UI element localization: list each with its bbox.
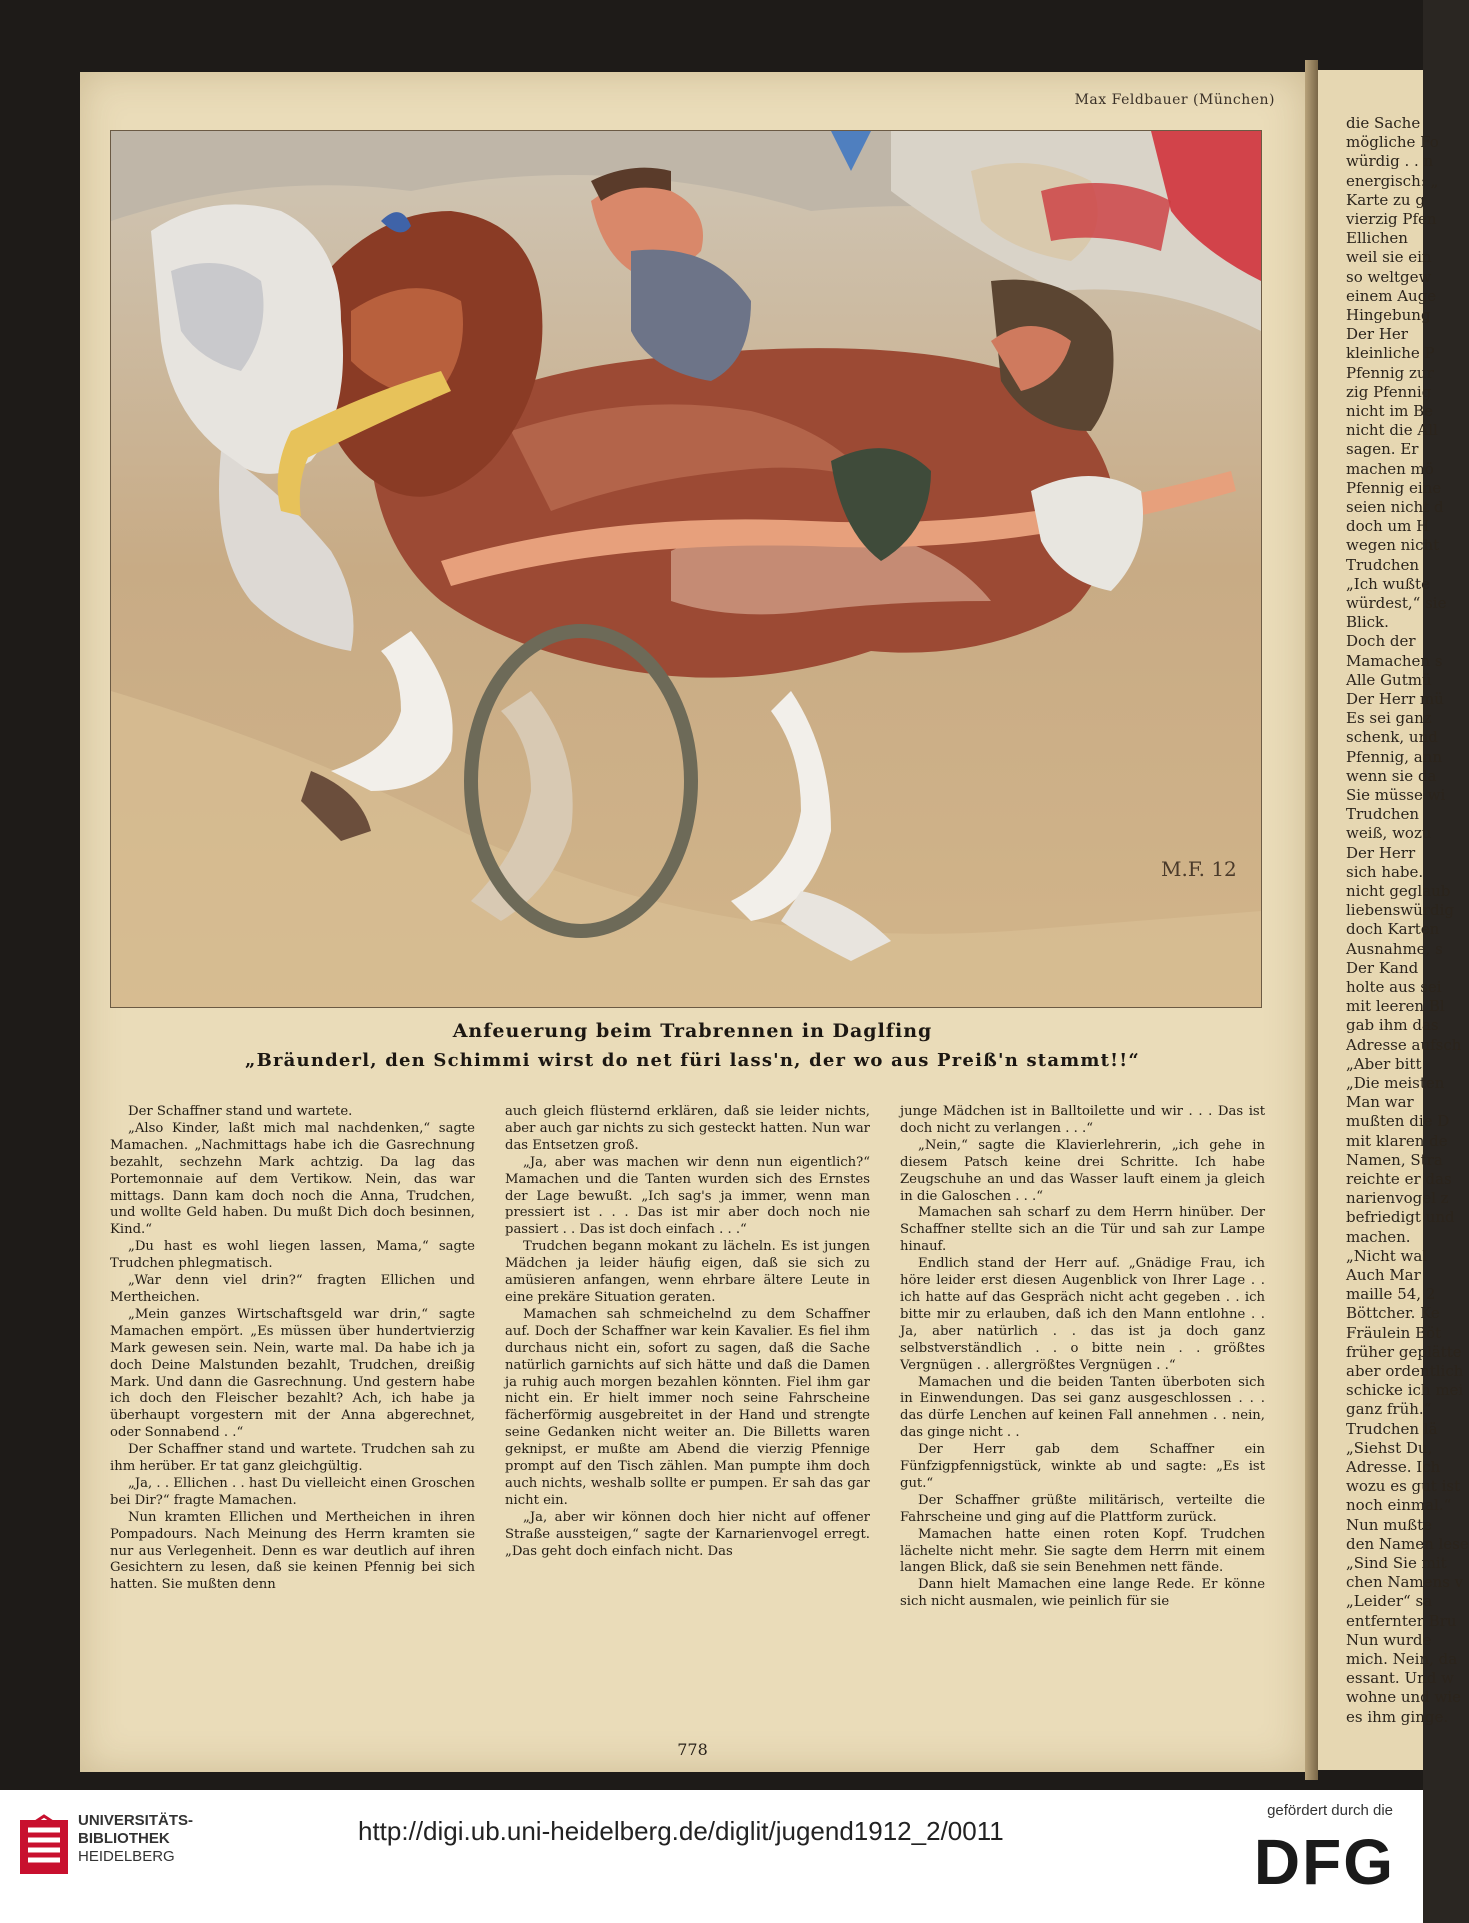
facing-page-line: „Leider“ sa [1346, 1592, 1433, 1611]
facing-page-line: so weltgew [1346, 267, 1432, 286]
facing-page-line: machen mö [1346, 459, 1434, 478]
racing-illustration [110, 130, 1262, 1008]
facing-page-line: Trudchen lä [1346, 1419, 1438, 1438]
university-library-logo-icon[interactable] [18, 1814, 74, 1880]
painting-svg [111, 131, 1261, 1007]
facing-page-line: ganz früh.“ [1346, 1400, 1432, 1419]
paragraph: „Ja, aber was machen wir denn nun eigentlich?“ Mamachen und die Tanten wurden sich des Ernstes der Lage bewußt. „Ich sag's ja immer, wenn man pressiert ist . . . Das ist mir aber doch noch nie passiert . . Das ist doch einfach . . .“ [505, 1154, 870, 1238]
facing-page-line: „Ich wußte [1346, 574, 1430, 593]
facing-page-line: Nun wurde [1346, 1630, 1432, 1649]
page-number: 778 [677, 1740, 708, 1759]
facing-page-line: weil sie ein [1346, 248, 1432, 267]
text-column-2 [505, 1104, 870, 1560]
facing-page-line: sagen. Er [1346, 440, 1419, 459]
painting-signature: M.F. 12 [1161, 857, 1237, 881]
facing-page-line: Der Her [1346, 325, 1408, 344]
text-column-1 [110, 1104, 475, 1594]
paragraph: Trudchen begann mokant zu lächeln. Es ist jungen Mädchen ja leider häufig eigen, daß sie sich zu amüsieren anfangen, wenn ehrbare ältere Leute in eine prekäre Situation geraten. [505, 1239, 870, 1305]
funded-by-label: gefördert durch die [1267, 1802, 1393, 1819]
facing-page-line: wenn sie da [1346, 766, 1437, 785]
facing-page-line: „Siehst Du, [1346, 1438, 1433, 1457]
facing-page-line: schenk, und [1346, 728, 1438, 747]
paragraph: Der Schaffner grüßte militärisch, verteilte die Fahrscheine und ging auf die Plattform zurück. [900, 1492, 1265, 1525]
facing-page-line: wozu es gut ist [1346, 1477, 1461, 1496]
paragraph: auch gleich flüsternd erklären, daß sie leider nichts, aber auch gar nichts zu sich gesteckt hatten. Nun war das Entsetzen groß. [505, 1104, 870, 1153]
facing-page-line: nicht die All [1346, 421, 1438, 440]
facing-page-line: chen Namens v [1346, 1573, 1464, 1592]
facing-page-line: holte aus sei [1346, 978, 1442, 996]
facing-page-line: „Aber bitt [1346, 1054, 1422, 1073]
facing-page-line: Namen, Stra [1346, 1150, 1443, 1169]
facing-page-line: Man war [1346, 1093, 1414, 1112]
facing-page-line: „Sind Sie mit [1346, 1554, 1447, 1572]
paragraph: „Also Kinder, laßt mich mal nachdenken,“ sagte Mamachen. „Nachmittags habe ich die Gasrechnung bezahlt, sechzehn Mark achtzig. Da lag das Portemonnaie auf dem Vertikow. Nein, das war mittags. Dann kam doch noch die Anna, Trudchen, und wollte Geld haben. Du mußt Dich doch besinnen, Kind.“ [110, 1120, 475, 1238]
paragraph: „Du hast es wohl liegen lassen, Mama,“ sagte Trudchen phlegmatisch. [110, 1239, 475, 1272]
paragraph: Der Schaffner stand und wartete. Trudchen sah zu ihm herüber. Er tat ganz gleichgültig. [110, 1442, 475, 1475]
paragraph: Mamachen sah scharf zu dem Herrn hinüber. Der Schaffner stellte sich an die Tür und sah zur Lampe hinauf. [900, 1205, 1265, 1255]
facing-page-line: schicke ich mei [1346, 1381, 1464, 1400]
caption-title: Anfeuerung beim Trabrennen in Daglfing [452, 1020, 933, 1042]
library-name[interactable] [78, 1812, 193, 1866]
viewer-footer [0, 1790, 1423, 1923]
facing-page-line: noch einmal.“ [1346, 1496, 1452, 1515]
facing-page-line: Pfennig, ann [1346, 747, 1443, 766]
paragraph: junge Mädchen ist in Balltoilette und wir . . . Das ist doch nicht zu verlangen . . .“ [900, 1104, 1265, 1136]
paragraph: Dann hielt Mamachen eine lange Rede. Er könne sich nicht ausmalen, wie peinlich für sie [900, 1577, 1265, 1610]
facing-page-line: „Die meisten [1346, 1074, 1445, 1092]
facing-page-line: Trudchen [1346, 555, 1420, 574]
facing-page-line: würdest,“ sie [1346, 594, 1447, 612]
facing-page-line: Hingebung [1346, 306, 1431, 324]
facing-page-line: mit leeren Bl [1346, 997, 1445, 1016]
caption-subtitle: „Bräunderl, den Schimmi wirst do net füri lass'n, der wo aus Preiß'n stammt!!“ [245, 1050, 1140, 1071]
facing-page-line: Böttcher. Ke [1346, 1304, 1440, 1323]
facing-page-line: gab ihm das [1346, 1016, 1439, 1035]
facing-page-line: Trudchen [1346, 805, 1420, 824]
permalink-url[interactable]: http://digi.ub.uni-heidelberg.de/diglit/jugend1912_2/0011 [358, 1816, 1004, 1846]
facing-page-line: Alle Gutmü [1346, 670, 1432, 689]
facing-page-line: befriedigt und [1346, 1208, 1455, 1227]
paragraph: Mamachen und die beiden Tanten überboten sich in Einwendungen. Das sei ganz ausgeschlossen . . . das dürfe Lenchen auf keinen Fall annehmen . . nein, das ginge nicht . . [900, 1374, 1265, 1441]
facing-page-line: wegen nicht [1346, 536, 1440, 555]
facing-page-line: Pfennig eine [1346, 478, 1442, 497]
facing-page-line: den Namen lese [1346, 1534, 1469, 1553]
paragraph: „Ja, . . Ellichen . . hast Du vielleicht einen Groschen bei Dir?“ fragte Mamachen. [110, 1475, 475, 1508]
facing-page-line: entfernter Bru [1346, 1611, 1457, 1630]
facing-page-line: Adresse aufsch [1346, 1035, 1462, 1054]
facing-page-line: Ellichen [1346, 229, 1408, 248]
facing-page-line: sich habe. [1346, 862, 1424, 881]
paragraph: „War denn viel drin?“ fragten Ellichen und Mertheichen. [110, 1273, 475, 1305]
facing-page-line: narienvogel z [1346, 1189, 1449, 1208]
paragraph: Mamachen hatte einen roten Kopf. Trudchen lächelte nicht mehr. Sie sagte dem Herrn mit einem langen Blick, daß sie sein Benehmen nett fände. [900, 1526, 1265, 1576]
paragraph: „Mein ganzes Wirtschaftsgeld war drin,“ sagte Mamachen empört. „Es müssen über hundertvierzig Mark gewesen sein. Nein, warte mal. Da habe ich ja doch Deine Malstunden bezahlt, Trudchen, dreißig Mark. Und dann die Gasrechnung. Und gestern habe ich doch den Fleischer bezahlt? Ach, ich habe ja überhaupt vorgestern mit der Anna abgerechnet, oder Sonnabend . .“ [110, 1306, 475, 1441]
book-spine [1305, 60, 1318, 1780]
facing-page-line: mußten die D [1346, 1112, 1450, 1131]
facing-page-line: mögliche Fo [1346, 133, 1439, 152]
facing-page-line: nicht geglaub [1346, 882, 1451, 900]
facing-page-line: doch um H [1346, 517, 1430, 536]
facing-page-line: würdig . . n [1346, 152, 1434, 171]
facing-page-line: reichte er das [1346, 1170, 1452, 1188]
facing-page-line: Mamachen s [1346, 651, 1443, 670]
paragraph: „Ja, aber wir können doch hier nicht auf offener Straße aussteigen,“ sagte der Karnarienvogel erregt. „Das geht doch einfach nicht. Das [505, 1509, 870, 1559]
facing-page-line: essant. Und w [1346, 1669, 1454, 1688]
artist-credit: Max Feldbauer (München) [1074, 92, 1275, 108]
paragraph: Nun kramten Ellichen und Mertheichen in ihren Pompadours. Nach Meinung des Herrn kramten sie nur aus Verlegenheit. Denn es war deutlich auf ihren Gesichtern zu lesen, daß sie keinen Pfennig bei sich hatten. Sie mußten denn [110, 1509, 475, 1593]
facing-page-line: Ausnahme, s [1346, 939, 1443, 958]
paragraph: Mamachen sah schmeichelnd zu dem Schaffner auf. Doch der Schaffner war kein Kavalier. Es fiel ihm durchaus nicht ein, sofort zu sagen, daß die Sache natürlich garnichts auf sich hätte und daß die Damen ja ruhig auch morgen bezahlen könnten. Fiel ihm gar nicht ein. Er hielt immer noch seine Fahrscheine fächerförmig ausgebreitet in der Hand und strengte seine Gedanken nicht weiter an. Die Billetts waren geknipst, er mußte am Abend die vierzig Pfennige prompt auf den Tisch zählen. Man pumpte ihm doch auch nichts, weshalb sollte er pumpen. Er sah das gar nicht ein. [505, 1306, 870, 1508]
facing-page-line: mich. Nein, da [1346, 1650, 1458, 1668]
facing-page-line: Blick. [1346, 613, 1389, 632]
facing-page-line: einem Auge [1346, 286, 1437, 305]
facing-page-line: Doch der [1346, 632, 1416, 651]
facing-page-line: weiß, wozu [1346, 824, 1432, 843]
facing-page-line: liebenswürdig [1346, 901, 1454, 920]
facing-page-edge [1318, 70, 1469, 1770]
facing-page-line: Karte zu g [1346, 190, 1425, 209]
facing-page-line: kleinliche P [1346, 344, 1435, 363]
paragraph: Endlich stand der Herr auf. „Gnädige Frau, ich höre leider erst diesen Augenblick von Ihrer Lage . . ich hatte auf das Gespräch nicht acht gegeben . . ich bitte mir zu erlauben, daß ich den Mann entlohne . . Ja, aber natürlich . . das ist ja doch ganz selbstverständlich . . o bitte nein . . größtes Vergnügen . . allergrößtes Vergnügen . .“ [900, 1256, 1265, 1373]
library-name-line: HEIDELBERG [78, 1848, 175, 1865]
facing-page-line: seien nicht d [1346, 498, 1444, 516]
facing-page-line: wohne und wie [1346, 1688, 1462, 1707]
magazine-page [80, 72, 1305, 1772]
facing-page-line: zig Pfennig [1346, 382, 1432, 401]
facing-page-line: machen. [1346, 1227, 1411, 1246]
facing-page-line: aber ordentlich [1346, 1362, 1464, 1380]
text-column-3 [900, 1104, 1265, 1611]
paragraph: Der Herr gab dem Schaffner ein Fünfzigpfennigstück, winkte ab und sagte: „Es ist gut.“ [900, 1442, 1265, 1491]
library-name-line: UNIVERSITÄTS- [78, 1812, 194, 1829]
facing-page-line: Nun mußte [1346, 1515, 1433, 1534]
facing-page-line: Sie müsse wi [1346, 786, 1446, 804]
facing-page-line: maille 54, 2 [1346, 1285, 1436, 1304]
paragraph: „Nein,“ sagte die Klavierlehrerin, „ich gehe in diesem Patsch keine drei Schritte. Ich habe Zeugschuhe an und das Wasser lauft einem ja gleich in die Galoschen . . .“ [900, 1137, 1265, 1204]
paragraph: Der Schaffner stand und wartete. [128, 1104, 353, 1119]
facing-page-line: Auch Mar [1346, 1266, 1421, 1284]
facing-page-line: früher geplätte [1346, 1342, 1462, 1361]
facing-page-line: nicht im Be [1346, 402, 1434, 420]
facing-page-line: Es sei ganz [1346, 709, 1432, 728]
facing-page-line: Der Herr mü [1346, 690, 1444, 708]
facing-page-line: vierzig Pfen [1346, 210, 1437, 228]
facing-page-line: „Nicht wal [1346, 1246, 1428, 1265]
facing-page-line: doch Karten [1346, 920, 1440, 939]
dfg-logo[interactable]: DFG [1253, 1826, 1395, 1898]
facing-page-line: mit klaren de [1346, 1131, 1448, 1150]
facing-page-line: energisch: „ [1346, 171, 1439, 190]
facing-page-line: es ihm ginge. [1346, 1707, 1449, 1726]
facing-page-line: Pfennig zur [1346, 363, 1434, 382]
facing-page-line: die Sache [1346, 114, 1421, 132]
facing-page-line: Der Kand [1346, 958, 1419, 977]
library-name-line: BIBLIOTHEK [78, 1830, 170, 1847]
facing-page-line: Der Herr [1346, 843, 1416, 862]
facing-page-line: Adresse. Ich [1346, 1458, 1441, 1476]
facing-page-line: Fräulein Böt [1346, 1323, 1442, 1342]
